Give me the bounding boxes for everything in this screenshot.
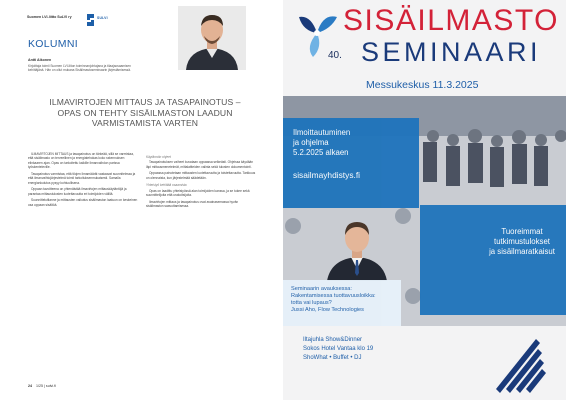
dinner-line: Iltajuhla Show&Dinner <box>303 337 363 343</box>
article-column-left <box>28 152 138 209</box>
author-bio: Kirjoittaja toimii Suomen LVI-liiton toiminnanjohtajana ja tilaajaosaamisen kehittäjänä. Hän on ollut mukana Sisäilmastoseminaarin järjestämisessä. <box>28 64 131 73</box>
association-name: Suomen LVI-liitto SuLVI ry <box>27 15 72 19</box>
footer-text: 1/25 | sulvi.fi <box>36 384 56 388</box>
highlights-line: ja sisäilmaratkaisut <box>489 247 555 256</box>
seminar-ad-page <box>283 0 566 400</box>
highlights-line: tutkimustulokset <box>494 237 550 246</box>
highlights-box <box>420 205 566 315</box>
paragraph: Oppaassa painotetaan mittausten luotettavuutta ja toistettavuutta. Tarkkuus on olennaista, kun järjestelmää säädetään. <box>146 171 256 180</box>
registration-box <box>283 118 419 208</box>
registration-line: 5.2.2025 alkaen <box>293 148 349 157</box>
paragraph: Ilmavirtojen mittaus ja tasapainotus ovat avainasemassa hyvän sisäilmaston saavuttamisessa. <box>146 199 239 209</box>
paragraph: Opas on laadittu yhteistyössä alan toimijoiden kanssa, ja se tukee sekä suunnittelijoita että urakoitsijoita. <box>146 188 250 198</box>
keynote-line: Rakentamisessa tuottavuusloikka: <box>291 293 376 299</box>
seminar-title-line2: SEMINAARI <box>361 37 542 67</box>
seminar-title-line1: SISÄILMASTO <box>343 4 560 37</box>
article-column-right <box>146 152 256 211</box>
organizer-emblem-icon <box>488 333 548 395</box>
paragraph: ILMAVIRTOJEN MITTAUS ja tasapainotus on tärkeää, sillä se varmistaa, että sisäilmasto on terveellinen ja energiatehokas koko rakennuksen elinkaaren ajan. Opas on tarkoitettu kaikille ilmanvaihdon parissa työskenteleville. <box>28 152 134 170</box>
registration-url[interactable]: sisailmayhdistys.fi <box>293 170 361 180</box>
author-name: Antti Aikonen <box>28 58 52 62</box>
sulvi-logo <box>86 12 122 28</box>
keynote-line: Jussi Aho, Flow Technologies <box>291 307 364 313</box>
article-headline: ILMAVIRTOJEN MITTAUS JA TASAPAINOTUS – OPAS ON TEHTY SISÄILMASTON LAADUN VARMISTAMISTA VARTEN <box>49 97 241 129</box>
seminar-edition: 40. <box>328 50 342 61</box>
keynote-line: totta vai lupaus? <box>291 300 332 306</box>
subheading: Yhteistyö kehittää osaamista <box>146 183 187 188</box>
paragraph: Tasapainotuksen vaiheet kuvataan oppaassa selkeästi. Ohjeissa käydään läpi mittausmenetelmät, mittalaitteiden valinta sekä tulosten dokumentointi. <box>146 160 254 169</box>
sulvi-logo-icon <box>86 13 95 27</box>
dinner-line: Sokos Hotel Vantaa klo 19 <box>303 346 374 352</box>
dinner-line: ShoWhat • Buffet • DJ <box>303 355 362 361</box>
registration-line: ja ohjelma <box>293 138 329 147</box>
section-title: KOLUMNI <box>28 38 78 50</box>
dinner-text <box>303 336 373 363</box>
keynote-box <box>283 280 401 326</box>
page-number: 24 <box>28 384 32 388</box>
paragraph: Tasapainotus varmistaa, että tilojen ilmamäärät vastaavat suunnitelmaa ja että ilmanvaihtojärjestelmä toimii tarkoituksenmukaisesti. Samalla energiankulutus pysyy kohtuullisena. <box>28 171 136 185</box>
paragraph: Suunnittelutilanne ja mittausten vaikutus sisäilmaston laatuun on keskeinen osa oppaan sisältöä. <box>28 198 138 207</box>
page-footer <box>28 384 56 388</box>
keynote-line: Seminaarin avauksessa: <box>291 286 352 292</box>
keynote-speaker-photo <box>323 213 391 281</box>
author-portrait <box>178 6 246 70</box>
venue-date: Messukeskus 11.3.2025 <box>366 79 479 91</box>
subheading: Käytännön ohjeet <box>146 155 171 159</box>
highlights-line: Tuoreimmat <box>501 227 543 236</box>
logo-text: SULVI <box>97 16 108 20</box>
registration-line: Ilmoittautuminen <box>293 128 351 137</box>
paragraph: Oppaan tavoitteena on yhtenäistää ilmavirtojen mittauskäytäntöjä ja parantaa mittaustulosten luotettavuutta eri toimijoiden välillä. <box>28 187 127 196</box>
highlights-text <box>480 227 564 257</box>
